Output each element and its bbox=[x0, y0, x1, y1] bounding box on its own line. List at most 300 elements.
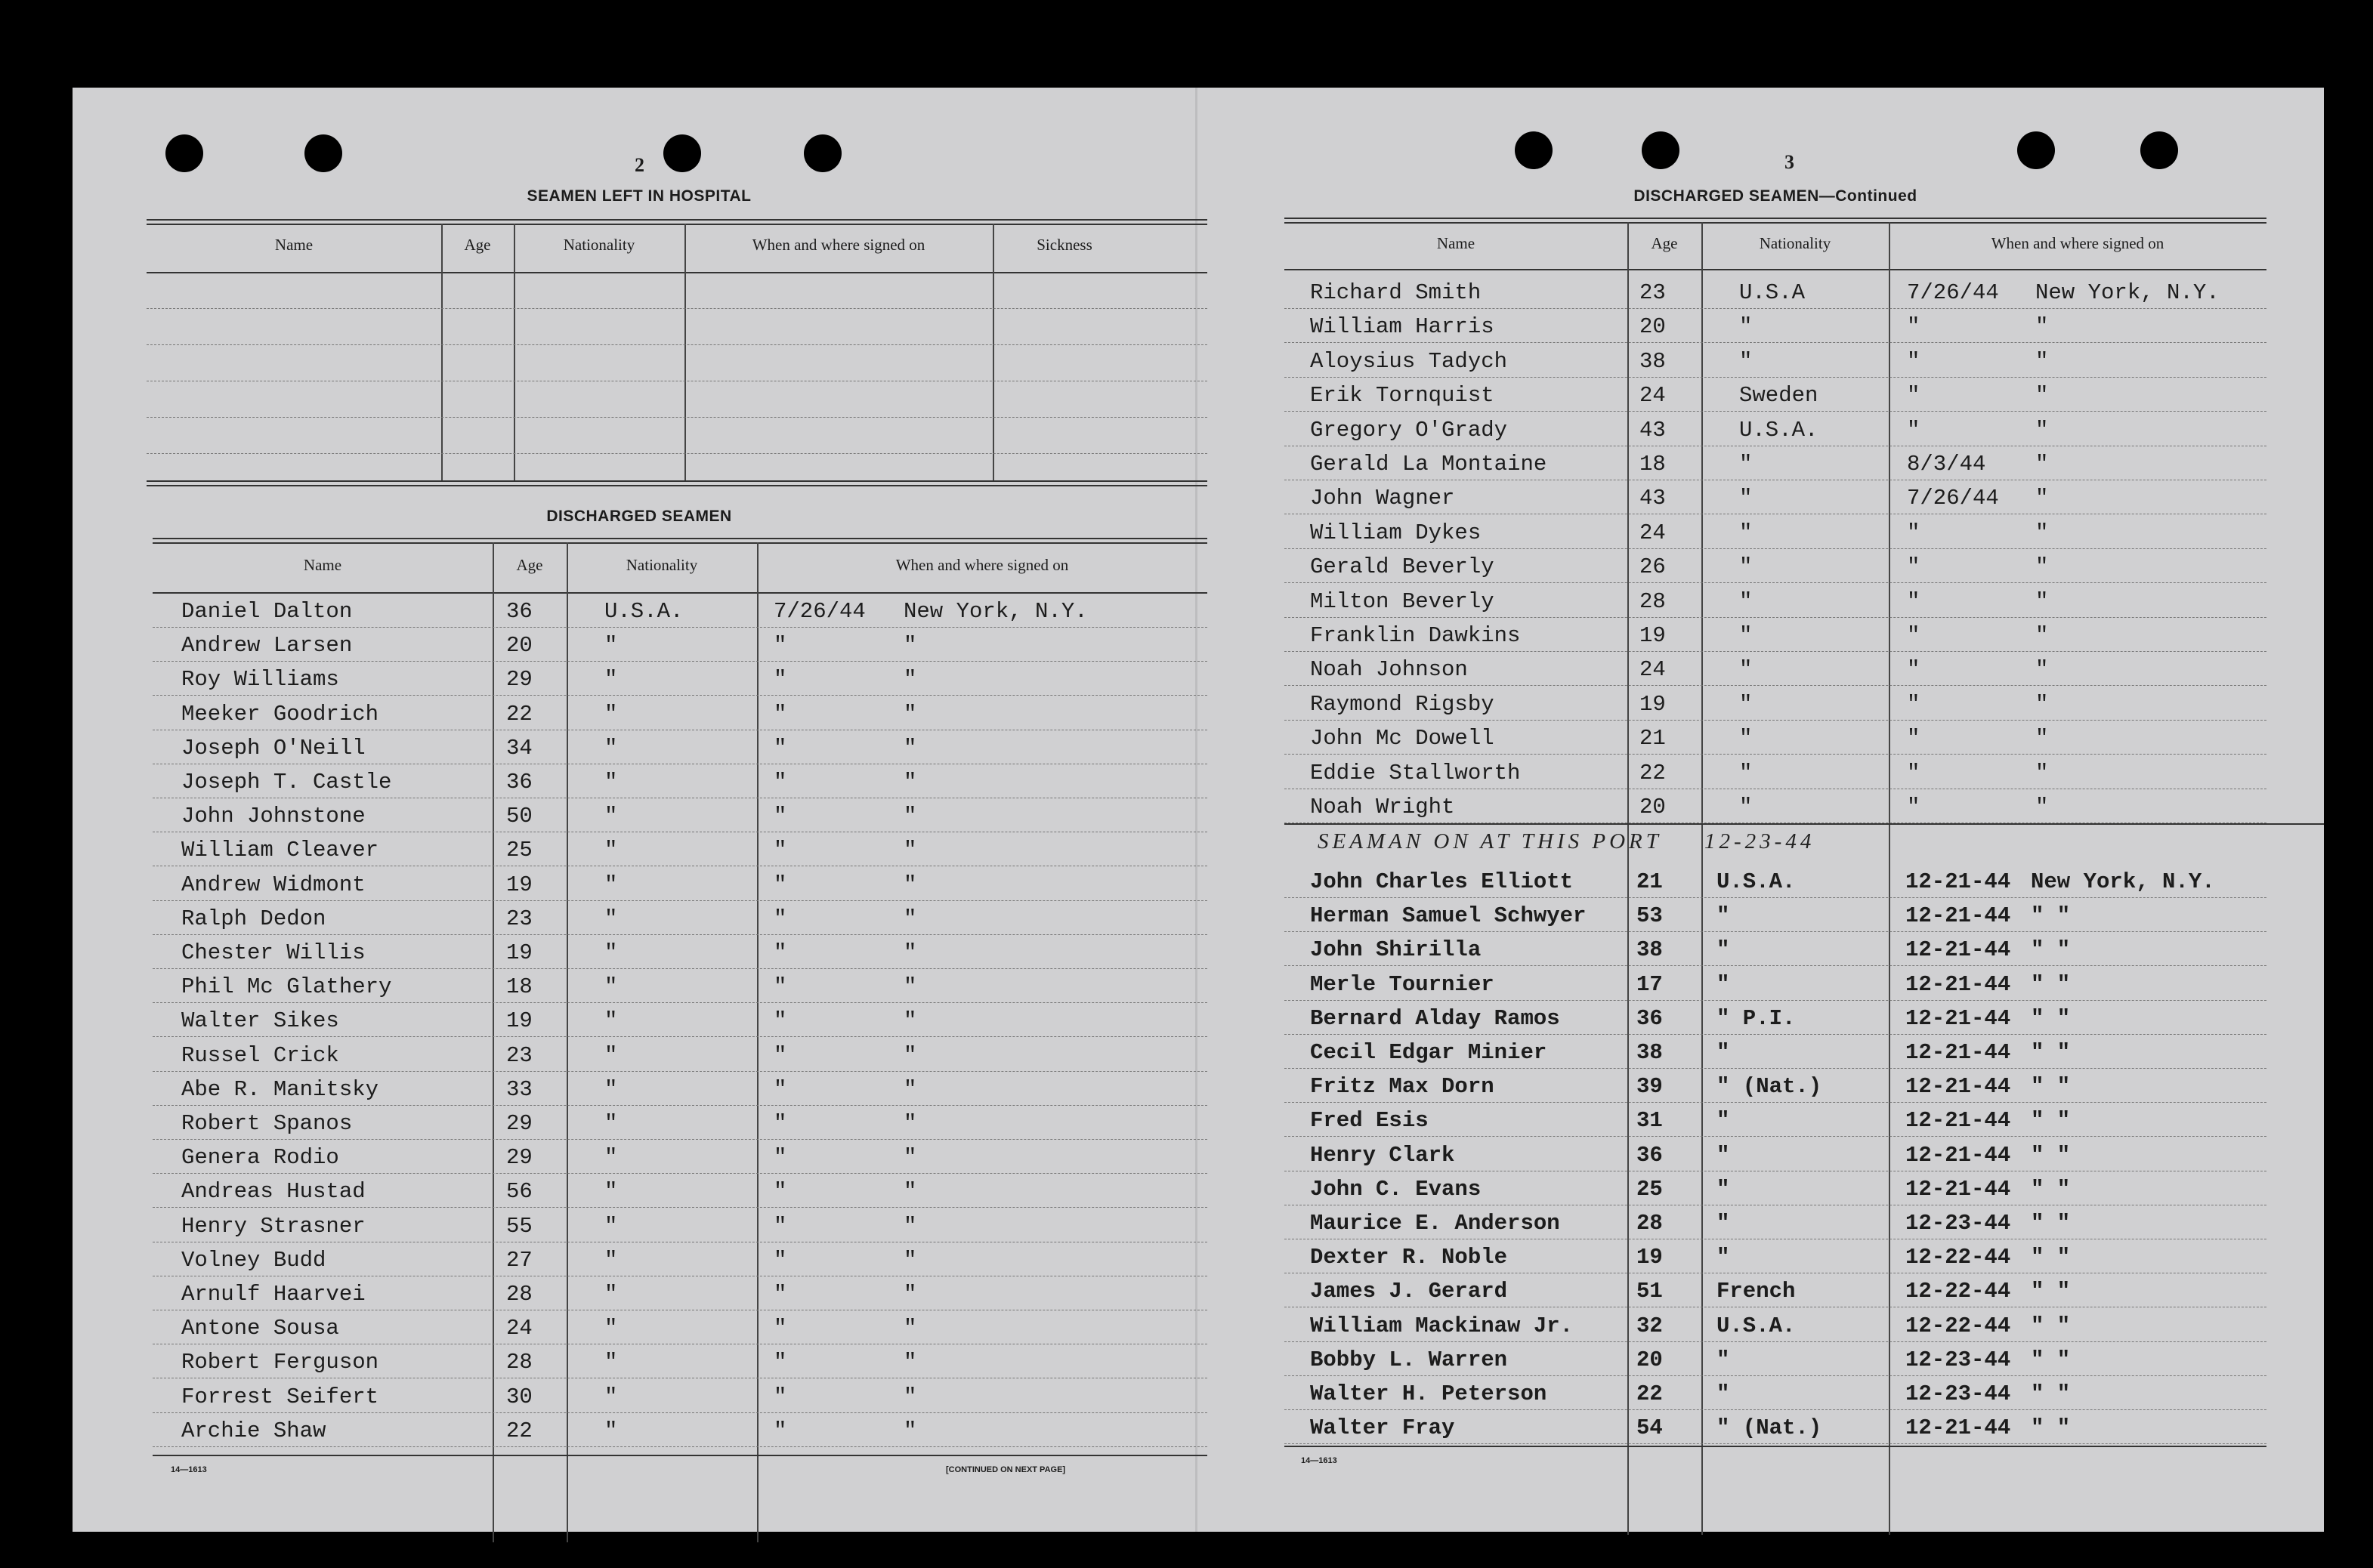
cell-name: Dexter R. Noble bbox=[1310, 1245, 1508, 1270]
cell-signed-date: " bbox=[1907, 383, 1920, 409]
cell-nationality: " bbox=[604, 1384, 618, 1409]
cell-name: Joseph T. Castle bbox=[181, 770, 392, 795]
cell-signed-date: " bbox=[774, 1418, 787, 1443]
cell-age: 51 bbox=[1636, 1279, 1663, 1304]
cell-signed-date: 12-21-44 bbox=[1905, 1108, 2011, 1134]
cell-signed-date: " bbox=[1907, 588, 1920, 614]
cell-signed-place: " " bbox=[2031, 971, 2071, 997]
cell-age: 19 bbox=[1639, 623, 1666, 648]
right-header-signed-on: When and where signed on bbox=[1991, 234, 2164, 252]
cell-age: 20 bbox=[1639, 795, 1666, 819]
handwritten-port-date: 12-23-44 bbox=[1704, 829, 1815, 853]
cell-signed-date: " bbox=[774, 1179, 787, 1205]
cell-name: William Harris bbox=[1310, 314, 1494, 340]
cell-name: Meeker Goodrich bbox=[181, 701, 379, 727]
hospital-top-rule bbox=[147, 219, 1207, 225]
punch-hole bbox=[663, 134, 701, 172]
table-row bbox=[73, 653, 2324, 688]
cell-name: Walter Sikes bbox=[181, 1008, 339, 1034]
cell-name: Henry Strasner bbox=[181, 1213, 366, 1239]
cell-signed-date: " bbox=[774, 701, 787, 727]
table-row bbox=[73, 448, 2324, 483]
cell-signed-place: " " bbox=[2031, 1074, 2071, 1100]
table-row bbox=[73, 834, 2324, 869]
cell-name: Ralph Dedon bbox=[181, 906, 326, 931]
cell-name: William Dykes bbox=[1310, 520, 1482, 545]
discharged-header-age: Age bbox=[516, 556, 543, 574]
cell-age: 22 bbox=[1636, 1381, 1663, 1406]
table-row bbox=[73, 585, 2324, 620]
cell-age: 43 bbox=[1639, 417, 1666, 443]
cell-signed-date: " bbox=[774, 1350, 787, 1375]
cell-signed-place: " bbox=[904, 1042, 917, 1068]
cell-age: 21 bbox=[1639, 726, 1666, 752]
cell-nationality: " bbox=[604, 667, 618, 693]
table-row bbox=[73, 757, 2324, 792]
cell-name: Arnulf Haarvei bbox=[181, 1282, 366, 1307]
cell-age: 29 bbox=[506, 667, 533, 693]
cell-signed-date: 12-23-44 bbox=[1905, 1347, 2011, 1372]
right-header-name: Name bbox=[1436, 234, 1475, 252]
cell-signed-place: " bbox=[904, 1418, 917, 1443]
cell-signed-date: " bbox=[774, 1145, 787, 1171]
cell-name: John Johnstone bbox=[181, 804, 366, 829]
cell-signed-date: 7/26/44 bbox=[1907, 280, 1999, 305]
cell-signed-place: " bbox=[2035, 691, 2049, 717]
row-line bbox=[1284, 965, 2266, 966]
punch-hole bbox=[804, 134, 842, 172]
cell-name: Walter H. Peterson bbox=[1310, 1381, 1547, 1406]
table-row bbox=[73, 1241, 2324, 1276]
cell-signed-place: " bbox=[904, 1179, 917, 1205]
cell-signed-date: " bbox=[774, 1282, 787, 1307]
cell-signed-place: New York, N.Y. bbox=[904, 599, 1088, 624]
cell-name: Henry Clark bbox=[1310, 1142, 1455, 1168]
cell-signed-date: 12-22-44 bbox=[1905, 1245, 2011, 1270]
row-line bbox=[1284, 308, 2266, 309]
cell-age: 17 bbox=[1636, 971, 1663, 997]
cell-signed-date: " bbox=[774, 1384, 787, 1409]
table-row bbox=[73, 379, 2324, 414]
cell-name: Raymond Rigsby bbox=[1310, 691, 1494, 717]
cell-signed-place: " bbox=[2035, 795, 2049, 819]
cell-name: William Mackinaw Jr. bbox=[1310, 1313, 1574, 1338]
punch-hole bbox=[2140, 131, 2178, 169]
table-row bbox=[73, 1002, 2324, 1037]
cell-signed-date: 12-21-44 bbox=[1905, 937, 2011, 963]
cell-nationality: " bbox=[604, 633, 618, 659]
cell-signed-place: " " bbox=[2031, 1347, 2071, 1372]
table-row bbox=[73, 1310, 2324, 1344]
right-bottom-rule bbox=[1284, 1446, 2266, 1447]
cell-nationality: " (Nat.) bbox=[1716, 1415, 1822, 1441]
cell-signed-date: 12-23-44 bbox=[1905, 1211, 2011, 1236]
cell-age: 23 bbox=[506, 906, 533, 931]
cell-name: Chester Willis bbox=[181, 940, 366, 965]
cell-nationality: " bbox=[1716, 937, 1730, 963]
cell-nationality: " bbox=[1739, 623, 1753, 648]
table-row bbox=[73, 482, 2324, 517]
cell-name: Merle Tournier bbox=[1310, 971, 1494, 997]
discharged-title: DISCHARGED SEAMEN bbox=[546, 508, 732, 525]
cell-nationality: " bbox=[1739, 760, 1753, 786]
cell-signed-place: " bbox=[904, 906, 917, 931]
cell-signed-date: 7/26/44 bbox=[1907, 486, 1999, 511]
cell-signed-place: " " bbox=[2031, 1245, 2071, 1270]
cell-signed-place: " bbox=[2035, 417, 2049, 443]
table-row bbox=[73, 1207, 2324, 1242]
cell-name: Bobby L. Warren bbox=[1310, 1347, 1508, 1372]
cell-age: 36 bbox=[506, 770, 533, 795]
cell-age: 53 bbox=[1636, 903, 1663, 929]
right-title: DISCHARGED SEAMEN—Continued bbox=[1633, 187, 1917, 205]
cell-name: Aloysius Tadych bbox=[1310, 348, 1508, 374]
cell-nationality: U.S.A. bbox=[1716, 1313, 1796, 1338]
cell-nationality: " bbox=[604, 1213, 618, 1239]
cell-age: 28 bbox=[1639, 588, 1666, 614]
cell-name: Franklin Dawkins bbox=[1310, 623, 1521, 648]
cell-nationality: " bbox=[1739, 691, 1753, 717]
cell-age: 36 bbox=[506, 599, 533, 624]
cell-nationality: " bbox=[1739, 588, 1753, 614]
cell-nationality: " bbox=[1739, 554, 1753, 580]
cell-age: 26 bbox=[1639, 554, 1666, 580]
cell-age: 33 bbox=[506, 1076, 533, 1102]
cell-signed-date: 8/3/44 bbox=[1907, 452, 1986, 477]
punch-hole bbox=[1515, 131, 1553, 169]
cell-signed-place: " " bbox=[2031, 1176, 2071, 1202]
hospital-header-signed-on: When and where signed on bbox=[752, 236, 925, 254]
cell-signed-place: " " bbox=[2031, 1040, 2071, 1065]
port-divider-rule bbox=[1284, 823, 2324, 825]
row-line bbox=[1284, 548, 2266, 549]
table-row bbox=[73, 1275, 2324, 1310]
table-row bbox=[73, 1104, 2324, 1139]
hospital-header-name: Name bbox=[274, 236, 314, 254]
cell-name: Gerald La Montaine bbox=[1310, 452, 1547, 477]
cell-age: 22 bbox=[506, 701, 533, 727]
cell-signed-place: " bbox=[904, 1316, 917, 1341]
cell-signed-date: " bbox=[1907, 417, 1920, 443]
cell-signed-place: " " bbox=[2031, 1279, 2071, 1304]
cell-signed-date: " bbox=[1907, 348, 1920, 374]
cell-signed-place: " bbox=[904, 838, 917, 863]
document-sheet bbox=[73, 88, 2324, 1532]
cell-nationality: " bbox=[1739, 520, 1753, 545]
continued-note: [CONTINUED ON NEXT PAGE] bbox=[946, 1465, 1066, 1474]
cell-age: 25 bbox=[506, 838, 533, 863]
cell-nationality: " bbox=[1739, 657, 1753, 683]
cell-nationality: " bbox=[604, 1179, 618, 1205]
cell-nationality: " bbox=[1739, 348, 1753, 374]
cell-age: 28 bbox=[506, 1350, 533, 1375]
row-line bbox=[1284, 582, 2266, 583]
row-line bbox=[1284, 754, 2266, 755]
cell-age: 55 bbox=[506, 1213, 533, 1239]
cell-name: Andrew Larsen bbox=[181, 633, 353, 659]
cell-nationality: U.S.A. bbox=[1716, 869, 1796, 894]
row-line bbox=[1284, 1341, 2266, 1342]
table-row bbox=[73, 310, 2324, 345]
table-row bbox=[73, 688, 2324, 723]
cell-nationality: " bbox=[1716, 903, 1730, 929]
cell-name: Eddie Stallworth bbox=[1310, 760, 1521, 786]
cell-name: Gerald Beverly bbox=[1310, 554, 1494, 580]
cell-nationality: " bbox=[604, 1076, 618, 1102]
cell-nationality: " bbox=[604, 804, 618, 829]
right-header-age: Age bbox=[1651, 234, 1678, 252]
cell-name: Noah Johnson bbox=[1310, 657, 1468, 683]
cell-name: Archie Shaw bbox=[181, 1418, 326, 1443]
table-row bbox=[73, 1036, 2324, 1071]
cell-age: 18 bbox=[1639, 452, 1666, 477]
left-form-number: 14—1613 bbox=[171, 1465, 207, 1474]
cell-signed-date: " bbox=[774, 667, 787, 693]
discharged-header-signed-on: When and where signed on bbox=[895, 556, 1069, 574]
hospital-header-sickness: Sickness bbox=[1037, 236, 1092, 254]
cell-signed-date: " bbox=[774, 770, 787, 795]
cell-name: Gregory O'Grady bbox=[1310, 417, 1508, 443]
table-row bbox=[73, 1139, 2324, 1174]
cell-signed-date: 12-22-44 bbox=[1905, 1279, 2011, 1304]
table-row bbox=[73, 968, 2324, 1003]
row-line bbox=[1284, 1375, 2266, 1376]
cell-name: Cecil Edgar Minier bbox=[1310, 1040, 1547, 1065]
cell-nationality: U.S.A. bbox=[604, 599, 684, 624]
row-line bbox=[1284, 651, 2266, 652]
cell-age: 24 bbox=[1639, 657, 1666, 683]
cell-age: 21 bbox=[1636, 869, 1663, 894]
cell-nationality: " bbox=[604, 974, 618, 1000]
cell-name: Erik Tornquist bbox=[1310, 383, 1494, 409]
cell-signed-place: " bbox=[2035, 726, 2049, 752]
cell-name: Herman Samuel Schwyer bbox=[1310, 903, 1587, 929]
cell-signed-place: " bbox=[904, 940, 917, 965]
cell-signed-place: " " bbox=[2031, 937, 2071, 963]
cell-nationality: " bbox=[1716, 1245, 1730, 1270]
cell-name: Robert Ferguson bbox=[181, 1350, 379, 1375]
cell-signed-place: " bbox=[904, 633, 917, 659]
cell-age: 30 bbox=[506, 1384, 533, 1409]
hospital-title: SEAMEN LEFT IN HOSPITAL bbox=[527, 187, 752, 205]
cell-name: John Mc Dowell bbox=[1310, 726, 1494, 752]
cell-name: Phil Mc Glathery bbox=[181, 974, 392, 1000]
cell-signed-date: 12-21-44 bbox=[1905, 1142, 2011, 1168]
cell-age: 36 bbox=[1636, 1142, 1663, 1168]
cell-nationality: " bbox=[1739, 486, 1753, 511]
table-row bbox=[73, 791, 2324, 826]
cell-age: 50 bbox=[506, 804, 533, 829]
cell-age: 19 bbox=[506, 872, 533, 897]
cell-signed-place: " bbox=[904, 667, 917, 693]
cell-nationality: " bbox=[604, 1316, 618, 1341]
cell-name: Russel Crick bbox=[181, 1042, 339, 1068]
cell-nationality: " bbox=[1716, 1108, 1730, 1134]
cell-age: 28 bbox=[506, 1282, 533, 1307]
cell-signed-place: " bbox=[904, 1384, 917, 1409]
right-form-number: 14—1613 bbox=[1301, 1456, 1337, 1465]
cell-nationality: " bbox=[1716, 1040, 1730, 1065]
cell-nationality: U.S.A. bbox=[1739, 417, 1818, 443]
cell-signed-date: " bbox=[774, 1008, 787, 1034]
cell-nationality: " bbox=[1716, 1176, 1730, 1202]
cell-signed-place: " " bbox=[2031, 1381, 2071, 1406]
cell-nationality: " (Nat.) bbox=[1716, 1074, 1822, 1100]
row-line bbox=[1284, 1068, 2266, 1069]
cell-signed-place: " " bbox=[2031, 1108, 2071, 1134]
discharged-header-name: Name bbox=[303, 556, 342, 574]
row-line bbox=[1284, 1000, 2266, 1001]
cell-signed-date: 12-21-44 bbox=[1905, 1415, 2011, 1441]
cell-signed-date: " bbox=[774, 1247, 787, 1273]
cell-nationality: " bbox=[1716, 1347, 1730, 1372]
cell-nationality: " bbox=[604, 770, 618, 795]
cell-signed-date: " bbox=[1907, 726, 1920, 752]
cell-signed-place: " bbox=[2035, 554, 2049, 580]
cell-age: 31 bbox=[1636, 1108, 1663, 1134]
cell-age: 19 bbox=[1636, 1245, 1663, 1270]
row-line bbox=[1284, 931, 2266, 932]
cell-name: Richard Smith bbox=[1310, 280, 1482, 305]
cell-nationality: French bbox=[1716, 1279, 1796, 1304]
cell-signed-date: 12-21-44 bbox=[1905, 1005, 2011, 1031]
table-row bbox=[73, 345, 2324, 380]
right-top-rule bbox=[1284, 218, 2266, 224]
cell-name: Roy Williams bbox=[181, 667, 339, 693]
cell-name: Maurice E. Anderson bbox=[1310, 1211, 1560, 1236]
row-line bbox=[1284, 411, 2266, 412]
cell-nationality: Sweden bbox=[1739, 383, 1818, 409]
cell-signed-date: " bbox=[774, 1213, 787, 1239]
cell-name: Milton Beverly bbox=[1310, 588, 1494, 614]
row-line bbox=[1284, 1034, 2266, 1035]
table-row bbox=[73, 1344, 2324, 1378]
cell-nationality: " bbox=[1739, 452, 1753, 477]
cell-name: Noah Wright bbox=[1310, 795, 1455, 819]
cell-signed-date: " bbox=[1907, 554, 1920, 580]
cell-nationality: " bbox=[1716, 1211, 1730, 1236]
cell-signed-date: " bbox=[774, 974, 787, 1000]
table-row bbox=[73, 414, 2324, 449]
cell-signed-date: 12-21-44 bbox=[1905, 903, 2011, 929]
table-row bbox=[73, 551, 2324, 585]
row-line bbox=[1284, 685, 2266, 686]
cell-signed-place: " bbox=[904, 735, 917, 761]
cell-name: Genera Rodio bbox=[181, 1145, 339, 1171]
table-row bbox=[73, 1173, 2324, 1208]
cell-age: 43 bbox=[1639, 486, 1666, 511]
row-line bbox=[1284, 720, 2266, 721]
cell-nationality: " bbox=[604, 872, 618, 897]
cell-name: John Charles Elliott bbox=[1310, 869, 1574, 894]
cell-nationality: " bbox=[604, 701, 618, 727]
cell-signed-date: 12-21-44 bbox=[1905, 869, 2011, 894]
cell-signed-date: " bbox=[1907, 691, 1920, 717]
punch-hole bbox=[165, 134, 203, 172]
cell-signed-place: " bbox=[904, 1247, 917, 1273]
cell-nationality: " bbox=[604, 1042, 618, 1068]
cell-signed-place: " bbox=[2035, 588, 2049, 614]
cell-nationality: " bbox=[604, 1111, 618, 1136]
cell-signed-place: " bbox=[904, 804, 917, 829]
row-line bbox=[1284, 1443, 2266, 1444]
cell-age: 20 bbox=[1639, 314, 1666, 340]
right-header-rule bbox=[1284, 269, 2266, 270]
cell-signed-date: 7/26/44 bbox=[774, 599, 866, 624]
cell-age: 34 bbox=[506, 735, 533, 761]
cell-signed-date: " bbox=[774, 872, 787, 897]
cell-signed-date: 12-21-44 bbox=[1905, 1040, 2011, 1065]
cell-name: Joseph O'Neill bbox=[181, 735, 366, 761]
hospital-header-nationality: Nationality bbox=[563, 236, 635, 254]
cell-name: Walter Fray bbox=[1310, 1415, 1455, 1441]
table-row bbox=[73, 934, 2324, 968]
cell-nationality: " bbox=[1739, 726, 1753, 752]
cell-nationality: " bbox=[604, 838, 618, 863]
cell-nationality: " bbox=[604, 1418, 618, 1443]
cell-nationality: " bbox=[604, 1282, 618, 1307]
cell-signed-date: 12-22-44 bbox=[1905, 1313, 2011, 1338]
cell-signed-place: " bbox=[904, 701, 917, 727]
cell-age: 38 bbox=[1636, 1040, 1663, 1065]
cell-signed-date: " bbox=[774, 1111, 787, 1136]
punch-hole bbox=[304, 134, 342, 172]
punch-hole bbox=[2017, 131, 2055, 169]
cell-signed-place: " bbox=[904, 1076, 917, 1102]
cell-age: 29 bbox=[506, 1145, 533, 1171]
cell-signed-place: " bbox=[2035, 452, 2049, 477]
row-line bbox=[1284, 617, 2266, 618]
cell-signed-place: " " bbox=[2031, 1211, 2071, 1236]
cell-age: 24 bbox=[1639, 383, 1666, 409]
cell-name: James J. Gerard bbox=[1310, 1279, 1508, 1304]
row-line bbox=[1284, 1102, 2266, 1103]
cell-signed-place: " bbox=[2035, 623, 2049, 648]
cell-age: 38 bbox=[1636, 937, 1663, 963]
cell-signed-place: " bbox=[2035, 657, 2049, 683]
cell-name: Fred Esis bbox=[1310, 1108, 1429, 1134]
cell-nationality: " bbox=[1716, 1381, 1730, 1406]
cell-signed-date: " bbox=[774, 838, 787, 863]
cell-age: 19 bbox=[1639, 691, 1666, 717]
cell-signed-date: " bbox=[774, 735, 787, 761]
cell-signed-date: " bbox=[774, 1076, 787, 1102]
discharged-header-nationality: Nationality bbox=[626, 556, 698, 574]
table-row bbox=[73, 900, 2324, 934]
cell-nationality: " bbox=[604, 735, 618, 761]
cell-nationality: " bbox=[604, 906, 618, 931]
cell-signed-place: " " bbox=[2031, 1313, 2071, 1338]
cell-nationality: " bbox=[1716, 971, 1730, 997]
cell-signed-date: " bbox=[774, 1316, 787, 1341]
cell-signed-date: 12-21-44 bbox=[1905, 1074, 2011, 1100]
cell-age: 28 bbox=[1636, 1211, 1663, 1236]
cell-age: 19 bbox=[506, 940, 533, 965]
cell-signed-place: " bbox=[904, 1282, 917, 1307]
cell-signed-place: " bbox=[2035, 520, 2049, 545]
cell-age: 39 bbox=[1636, 1074, 1663, 1100]
cell-nationality: " bbox=[1716, 1142, 1730, 1168]
row-line bbox=[1284, 377, 2266, 378]
cell-signed-place: " " bbox=[2031, 1415, 2071, 1441]
cell-signed-place: " bbox=[904, 1213, 917, 1239]
cell-age: 22 bbox=[506, 1418, 533, 1443]
cell-age: 27 bbox=[506, 1247, 533, 1273]
cell-age: 24 bbox=[1639, 520, 1666, 545]
cell-age: 25 bbox=[1636, 1176, 1663, 1202]
cell-name: Forrest Seifert bbox=[181, 1384, 379, 1409]
hospital-header-age: Age bbox=[464, 236, 491, 254]
